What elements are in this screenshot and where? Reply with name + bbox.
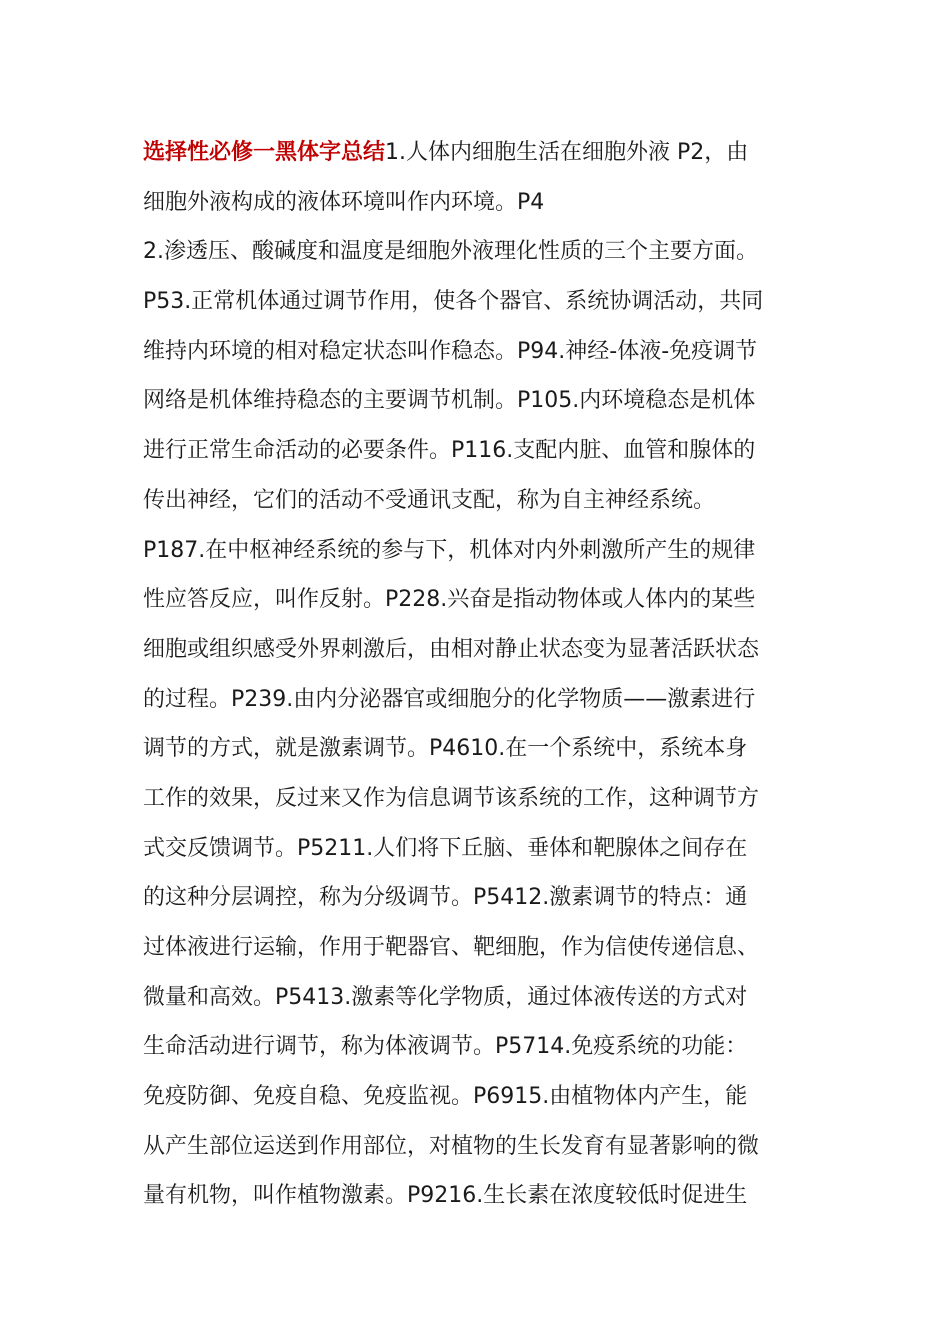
text-line: 进行正常生命活动的必要条件。P116.支配内脏、血管和腺体的: [143, 438, 756, 464]
text-line: 从产生部位运送到作用部位，对植物的生长发育有显著影响的微: [143, 1133, 760, 1159]
text-line: 免疫防御、免疫自稳、免疫监视。P6915.由植物体内产生，能: [143, 1084, 748, 1110]
text-line: 维持内环境的相对稳定状态叫作稳态。P94.神经-体液-免疫调节: [143, 338, 758, 364]
text-line-1: [143, 128, 823, 178]
document-body: [143, 128, 823, 1221]
text-line: 细胞外液构成的液体环境叫作内环境。P4: [143, 189, 545, 215]
text-line: 2.渗透压、酸碱度和温度是细胞外液理化性质的三个主要方面。: [143, 239, 758, 265]
text-line: P53.正常机体通过调节作用，使各个器官、系统协调活动，共同: [143, 289, 764, 315]
document-title: 选择性必修一黑体字总结: [143, 140, 386, 165]
text-line: 式交反馈调节。P5211.人们将下丘脑、垂体和靶腺体之间存在: [143, 835, 748, 861]
text-line: 性应答反应，叫作反射。P228.兴奋是指动物体或人体内的某些: [143, 587, 756, 613]
text-line: 量有机物，叫作植物激素。P9216.生长素在浓度较低时促进生: [143, 1183, 748, 1209]
text-line: 细胞或组织感受外界刺激后，由相对静止状态变为显著活跃状态: [143, 636, 760, 662]
text-line: 的这种分层调控，称为分级调节。P5412.激素调节的特点：通: [143, 885, 748, 911]
text-line: P187.在中枢神经系统的参与下，机体对内外刺激所产生的规律: [143, 537, 756, 563]
text-line: 工作的效果，反过来又作为信息调节该系统的工作，这种调节方: [143, 785, 760, 811]
text-line-1-rest: 1.人体内细胞生活在细胞外液 P2，由: [385, 140, 749, 165]
text-line: 微量和高效。P5413.激素等化学物质，通过体液传送的方式对: [143, 984, 748, 1010]
text-line: 过体液进行运输，作用于靶器官、靶细胞，作为信使传递信息、: [143, 935, 760, 960]
text-line: 网络是机体维持稳态的主要调节机制。P105.内环境稳态是机体: [143, 388, 756, 414]
text-line: 的过程。P239.由内分泌器官或细胞分的化学物质——激素进行: [143, 686, 756, 712]
text-line: 生命活动进行调节，称为体液调节。P5714.免疫系统的功能：: [143, 1034, 748, 1060]
text-line: 调节的方式，就是激素调节。P4610.在一个系统中，系统本身: [143, 736, 748, 762]
text-line: 传出神经，它们的活动不受通讯支配，称为自主神经系统。: [143, 487, 716, 513]
